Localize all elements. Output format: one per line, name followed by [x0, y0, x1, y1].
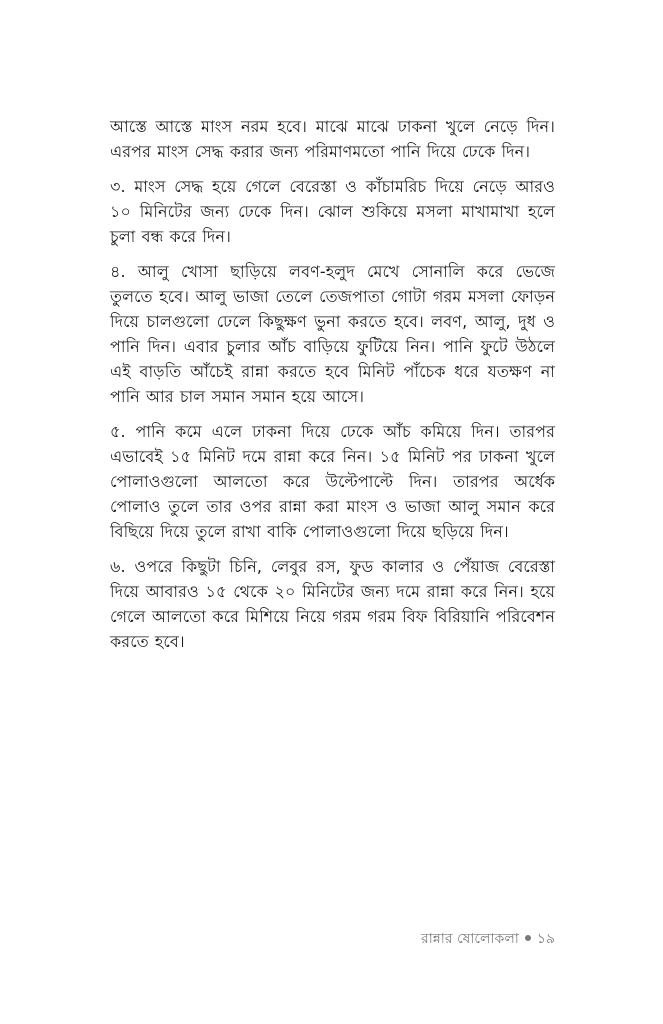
running-footer [421, 928, 555, 950]
paragraph-step-5: ৫. পানি কমে এলে ঢাকনা দিয়ে ঢেকে আঁচ কমিয়ে দিন। তারপর এভাবেই ১৫ মিনিট দমে রান্না করে নিন। ১৫ মিনিট পর ঢাকনা খুলে পোলাওগুলো আলতো করে উল্টেপাল্টে দিন। তারপর অর্ধেক পোলাও তুলে তার ওপর রান্না করা মাংস ও ভাজা আলু সমান করে বিছিয়ে দিয়ে তুলে রাখা বাকি পোলাওগুলো দিয়ে ছড়িয়ে দিন। [110, 422, 555, 541]
page-number: ১৯ [536, 931, 555, 947]
bullet-separator-icon [525, 935, 531, 941]
paragraph-continuation-step-2: আস্তে আস্তে মাংস নরম হবে। মাঝে মাঝে ঢাকনা খুলে নেড়ে দিন। এরপর মাংস সেদ্ধ করার জন্য পরিমাণমতো পানি দিয়ে ঢেকে দিন। [110, 117, 555, 161]
paragraph-step-6: ৬. ওপরে কিছুটা চিনি, লেবুর রস, ফুড কালার ও পেঁয়াজ বেরেস্তা দিয়ে আবারও ১৫ থেকে ২০ মিনিটের জন্য দমে রান্না করে নিন। হয়ে গেলে আলতো করে মিশিয়ে নিয়ে গরম গরম বিফ বিরিয়ানি পরিবেশন করতে হবে। [110, 557, 555, 651]
paragraph-step-4: ৪. আলু খোসা ছাড়িয়ে লবণ-হলুদ মেখে সোনালি করে ভেজে তুলতে হবে। আলু ভাজা তেলে তেজপাতা গোটা গরম মসলা ফোড়ন দিয়ে চালগুলো ঢেলে কিছুক্ষণ ভুনা করতে হবে। লবণ, আলু, দুধ ও পানি দিন। এবার চুলার আঁচ বাড়িয়ে ফুটিয়ে নিন। পানি ফুটে উঠলে এই বাড়তি আঁচেই রান্না করতে হবে মিনিট পাঁচেক ধরে যতক্ষণ না পানি আর চাল সমান সমান হয়ে আসে। [110, 262, 555, 406]
book-title: রান্নার ষোলোকলা [421, 931, 519, 947]
recipe-body [110, 114, 555, 664]
paragraph-step-3: ৩. মাংস সেদ্ধ হয়ে গেলে বেরেস্তা ও কাঁচামরিচ দিয়ে নেড়ে আরও ১০ মিনিটের জন্য ঢেকে দিন। ঝোল শুকিয়ে মসলা মাখামাখা হলে চুলা বন্ধ করে দিন। [110, 177, 555, 246]
